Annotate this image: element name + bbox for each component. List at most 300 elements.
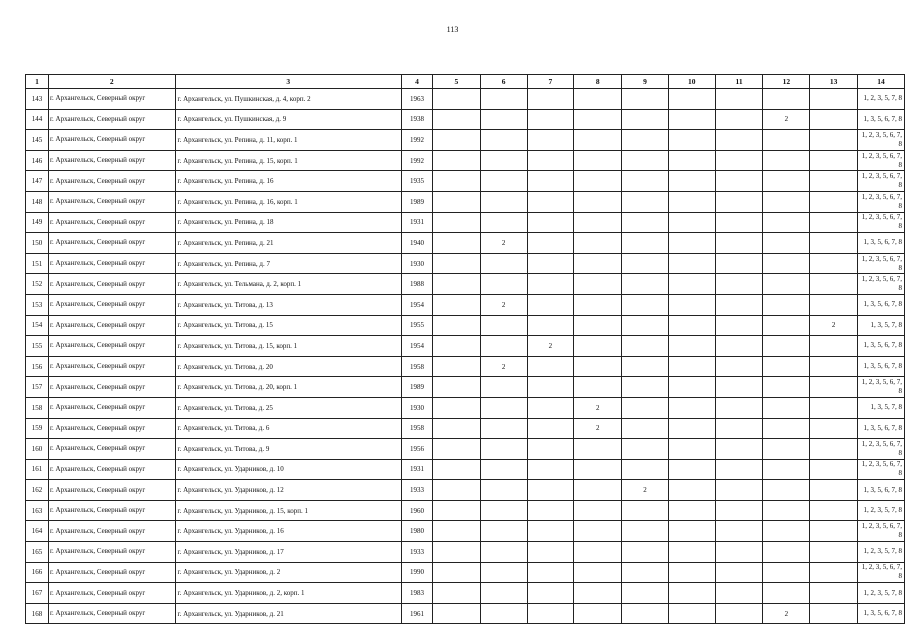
col-8-cell [574, 439, 622, 460]
col-12-cell [763, 150, 810, 171]
col-5-cell [432, 397, 480, 418]
col-7-cell [527, 89, 574, 110]
col-7-cell [527, 109, 574, 130]
col-7-cell [527, 562, 574, 583]
col-11-cell [715, 150, 763, 171]
col-6-cell [480, 459, 527, 480]
col-11-cell [715, 191, 763, 212]
row-number-cell: 151 [26, 253, 49, 274]
col-8-cell [574, 233, 622, 254]
col-5-cell [432, 480, 480, 501]
col-7-cell [527, 377, 574, 398]
col-8-cell [574, 562, 622, 583]
col-10-cell [668, 150, 715, 171]
col-13-cell [810, 562, 858, 583]
table-row [26, 397, 905, 418]
col-13-cell [810, 109, 858, 130]
conditions-cell: 1, 3, 5, 6, 7, 8 [858, 109, 905, 130]
conditions-cell: 1, 2, 3, 5, 6, 7, 8 [858, 521, 905, 542]
conditions-cell: 1, 3, 5, 7, 8 [858, 397, 905, 418]
col-13-cell [810, 397, 858, 418]
col-12-cell [763, 480, 810, 501]
col-7-cell [527, 212, 574, 233]
row-number-cell: 162 [26, 480, 49, 501]
col-12-cell [763, 500, 810, 521]
address-cell: г. Архангельск, ул. Тельмана, д. 2, корп. 1 [175, 274, 402, 295]
year-built-cell: 1992 [402, 150, 433, 171]
table-row [26, 542, 905, 563]
conditions-cell: 1, 3, 5, 6, 7, 8 [858, 356, 905, 377]
col-11-cell [715, 315, 763, 336]
col-12-cell [763, 583, 810, 604]
col-5-cell [432, 233, 480, 254]
col-8-cell [574, 150, 622, 171]
table-row [26, 356, 905, 377]
col-12-cell [763, 253, 810, 274]
col-7-cell [527, 294, 574, 315]
column-header: 9 [622, 75, 669, 89]
col-10-cell [668, 562, 715, 583]
col-5-cell [432, 150, 480, 171]
col-7-cell [527, 480, 574, 501]
col-9-cell [622, 562, 669, 583]
col-9-cell [622, 500, 669, 521]
row-number-cell: 164 [26, 521, 49, 542]
row-number-cell: 150 [26, 233, 49, 254]
col-5-cell [432, 315, 480, 336]
conditions-cell: 1, 2, 3, 5, 7, 8 [858, 89, 905, 110]
col-11-cell [715, 542, 763, 563]
col-13-cell [810, 521, 858, 542]
row-number-cell: 146 [26, 150, 49, 171]
col-8-cell [574, 253, 622, 274]
col-13-cell [810, 171, 858, 192]
year-built-cell: 1956 [402, 439, 433, 460]
col-7-cell [527, 583, 574, 604]
col-5-cell [432, 89, 480, 110]
col-6-cell [480, 377, 527, 398]
col-13-cell [810, 500, 858, 521]
address-cell: г. Архангельск, ул. Репина, д. 11, корп. 1 [175, 130, 402, 151]
district-cell: г. Архангельск, Северный округ [48, 397, 175, 418]
column-header: 4 [402, 75, 433, 89]
col-8-cell [574, 191, 622, 212]
column-header: 6 [480, 75, 527, 89]
col-6-cell: 2 [480, 356, 527, 377]
column-header: 8 [574, 75, 622, 89]
col-8-cell [574, 130, 622, 151]
col-5-cell [432, 500, 480, 521]
row-number-cell: 148 [26, 191, 49, 212]
district-cell: г. Архангельск, Северный округ [48, 150, 175, 171]
col-13-cell [810, 130, 858, 151]
col-5-cell [432, 294, 480, 315]
col-13-cell [810, 253, 858, 274]
column-header: 2 [48, 75, 175, 89]
address-cell: г. Архангельск, ул. Ударников, д. 17 [175, 542, 402, 563]
conditions-cell: 1, 2, 3, 5, 7, 8 [858, 583, 905, 604]
column-header: 10 [668, 75, 715, 89]
col-8-cell [574, 171, 622, 192]
col-13-cell [810, 439, 858, 460]
col-9-cell [622, 130, 669, 151]
col-13-cell [810, 418, 858, 439]
col-9-cell [622, 212, 669, 233]
table-row [26, 233, 905, 254]
year-built-cell: 1954 [402, 336, 433, 357]
page-number: 113 [446, 25, 459, 34]
col-8-cell [574, 542, 622, 563]
table-row [26, 603, 905, 624]
col-12-cell [763, 439, 810, 460]
housing-table [25, 74, 905, 624]
address-cell: г. Архангельск, ул. Репина, д. 16, корп. 1 [175, 191, 402, 212]
conditions-cell: 1, 2, 3, 5, 6, 7, 8 [858, 171, 905, 192]
year-built-cell: 1930 [402, 253, 433, 274]
year-built-cell: 1931 [402, 459, 433, 480]
address-cell: г. Архангельск, ул. Титова, д. 20 [175, 356, 402, 377]
col-9-cell [622, 377, 669, 398]
row-number-cell: 156 [26, 356, 49, 377]
district-cell: г. Архангельск, Северный округ [48, 233, 175, 254]
address-cell: г. Архангельск, ул. Репина, д. 7 [175, 253, 402, 274]
table-row [26, 500, 905, 521]
address-cell: г. Архангельск, ул. Репина, д. 18 [175, 212, 402, 233]
col-13-cell [810, 459, 858, 480]
col-10-cell [668, 109, 715, 130]
year-built-cell: 1935 [402, 171, 433, 192]
col-7-cell: 2 [527, 336, 574, 357]
year-built-cell: 1954 [402, 294, 433, 315]
district-cell: г. Архангельск, Северный округ [48, 253, 175, 274]
table-row [26, 315, 905, 336]
col-10-cell [668, 212, 715, 233]
col-9-cell [622, 459, 669, 480]
col-6-cell [480, 171, 527, 192]
address-cell: г. Архангельск, ул. Ударников, д. 10 [175, 459, 402, 480]
col-13-cell [810, 89, 858, 110]
col-7-cell [527, 274, 574, 295]
year-built-cell: 1963 [402, 89, 433, 110]
district-cell: г. Архангельск, Северный округ [48, 294, 175, 315]
conditions-cell: 1, 3, 5, 6, 7, 8 [858, 294, 905, 315]
col-9-cell [622, 583, 669, 604]
column-header: 1 [26, 75, 49, 89]
conditions-cell: 1, 2, 3, 5, 6, 7, 8 [858, 377, 905, 398]
conditions-cell: 1, 3, 5, 6, 7, 8 [858, 336, 905, 357]
col-6-cell [480, 109, 527, 130]
col-10-cell [668, 315, 715, 336]
col-5-cell [432, 130, 480, 151]
table-row [26, 562, 905, 583]
col-10-cell [668, 521, 715, 542]
year-built-cell: 1958 [402, 418, 433, 439]
district-cell: г. Архангельск, Северный округ [48, 89, 175, 110]
col-9-cell [622, 89, 669, 110]
col-8-cell [574, 274, 622, 295]
row-number-cell: 161 [26, 459, 49, 480]
district-cell: г. Архангельск, Северный округ [48, 521, 175, 542]
col-6-cell: 2 [480, 233, 527, 254]
column-header: 7 [527, 75, 574, 89]
col-12-cell [763, 233, 810, 254]
district-cell: г. Архангельск, Северный округ [48, 315, 175, 336]
col-9-cell [622, 191, 669, 212]
col-5-cell [432, 212, 480, 233]
col-6-cell [480, 500, 527, 521]
col-10-cell [668, 233, 715, 254]
col-10-cell [668, 274, 715, 295]
col-6-cell [480, 89, 527, 110]
address-cell: г. Архангельск, ул. Ударников, д. 2, корп. 1 [175, 583, 402, 604]
col-13-cell: 2 [810, 315, 858, 336]
col-6-cell [480, 521, 527, 542]
col-10-cell [668, 418, 715, 439]
year-built-cell: 1933 [402, 480, 433, 501]
col-11-cell [715, 233, 763, 254]
col-12-cell [763, 274, 810, 295]
col-9-cell [622, 315, 669, 336]
col-9-cell [622, 109, 669, 130]
table-row [26, 521, 905, 542]
col-8-cell [574, 294, 622, 315]
col-9-cell [622, 336, 669, 357]
col-6-cell [480, 439, 527, 460]
column-header: 13 [810, 75, 858, 89]
row-number-cell: 163 [26, 500, 49, 521]
address-cell: г. Архангельск, ул. Титова, д. 6 [175, 418, 402, 439]
col-10-cell [668, 356, 715, 377]
col-5-cell [432, 521, 480, 542]
col-9-cell [622, 439, 669, 460]
col-10-cell [668, 130, 715, 151]
col-7-cell [527, 500, 574, 521]
col-6-cell [480, 397, 527, 418]
col-7-cell [527, 521, 574, 542]
col-8-cell [574, 89, 622, 110]
address-cell: г. Архангельск, ул. Титова, д. 15, корп. 1 [175, 336, 402, 357]
conditions-cell: 1, 2, 3, 5, 6, 7, 8 [858, 274, 905, 295]
conditions-cell: 1, 3, 5, 6, 7, 8 [858, 480, 905, 501]
district-cell: г. Архангельск, Северный округ [48, 418, 175, 439]
col-11-cell [715, 459, 763, 480]
address-cell: г. Архангельск, ул. Титова, д. 25 [175, 397, 402, 418]
year-built-cell: 1989 [402, 191, 433, 212]
col-13-cell [810, 274, 858, 295]
col-11-cell [715, 294, 763, 315]
district-cell: г. Архангельск, Северный округ [48, 439, 175, 460]
col-13-cell [810, 603, 858, 624]
col-5-cell [432, 603, 480, 624]
col-9-cell [622, 603, 669, 624]
row-number-cell: 149 [26, 212, 49, 233]
conditions-cell: 1, 2, 3, 5, 6, 7, 8 [858, 459, 905, 480]
col-10-cell [668, 459, 715, 480]
col-9-cell [622, 356, 669, 377]
col-5-cell [432, 459, 480, 480]
col-8-cell [574, 521, 622, 542]
column-header: 5 [432, 75, 480, 89]
col-6-cell: 2 [480, 294, 527, 315]
address-cell: г. Архангельск, ул. Пушкинская, д. 9 [175, 109, 402, 130]
col-12-cell [763, 130, 810, 151]
col-6-cell [480, 253, 527, 274]
col-6-cell [480, 583, 527, 604]
col-12-cell: 2 [763, 603, 810, 624]
col-5-cell [432, 377, 480, 398]
col-6-cell [480, 150, 527, 171]
year-built-cell: 1931 [402, 212, 433, 233]
conditions-cell: 1, 2, 3, 5, 6, 7, 8 [858, 212, 905, 233]
col-12-cell [763, 377, 810, 398]
col-8-cell [574, 336, 622, 357]
column-header: 14 [858, 75, 905, 89]
row-number-cell: 166 [26, 562, 49, 583]
table-row [26, 583, 905, 604]
address-cell: г. Архангельск, ул. Репина, д. 15, корп. 1 [175, 150, 402, 171]
col-8-cell [574, 377, 622, 398]
col-12-cell [763, 191, 810, 212]
year-built-cell: 1960 [402, 500, 433, 521]
col-5-cell [432, 253, 480, 274]
conditions-cell: 1, 2, 3, 5, 6, 7, 8 [858, 191, 905, 212]
col-6-cell [480, 562, 527, 583]
col-12-cell [763, 171, 810, 192]
col-11-cell [715, 356, 763, 377]
address-cell: г. Архангельск, ул. Титова, д. 15 [175, 315, 402, 336]
col-10-cell [668, 294, 715, 315]
col-6-cell [480, 212, 527, 233]
address-cell: г. Архангельск, ул. Ударников, д. 12 [175, 480, 402, 501]
col-10-cell [668, 397, 715, 418]
col-9-cell [622, 294, 669, 315]
col-12-cell [763, 418, 810, 439]
col-9-cell [622, 150, 669, 171]
district-cell: г. Архангельск, Северный округ [48, 191, 175, 212]
district-cell: г. Архангельск, Северный округ [48, 212, 175, 233]
row-number-cell: 158 [26, 397, 49, 418]
table-row [26, 212, 905, 233]
address-cell: г. Архангельск, ул. Пушкинская, д. 4, корп. 2 [175, 89, 402, 110]
col-5-cell [432, 583, 480, 604]
row-number-cell: 145 [26, 130, 49, 151]
table-row [26, 418, 905, 439]
col-13-cell [810, 191, 858, 212]
table-row [26, 171, 905, 192]
col-12-cell [763, 336, 810, 357]
col-5-cell [432, 274, 480, 295]
row-number-cell: 143 [26, 89, 49, 110]
row-number-cell: 159 [26, 418, 49, 439]
district-cell: г. Архангельск, Северный округ [48, 583, 175, 604]
col-6-cell [480, 480, 527, 501]
col-6-cell [480, 274, 527, 295]
col-11-cell [715, 500, 763, 521]
col-7-cell [527, 253, 574, 274]
col-10-cell [668, 439, 715, 460]
address-cell: г. Архангельск, ул. Ударников, д. 16 [175, 521, 402, 542]
row-number-cell: 160 [26, 439, 49, 460]
col-8-cell [574, 459, 622, 480]
col-7-cell [527, 171, 574, 192]
district-cell: г. Архангельск, Северный округ [48, 130, 175, 151]
col-11-cell [715, 480, 763, 501]
col-10-cell [668, 542, 715, 563]
row-number-cell: 147 [26, 171, 49, 192]
col-13-cell [810, 480, 858, 501]
address-cell: г. Архангельск, ул. Титова, д. 20, корп. 1 [175, 377, 402, 398]
conditions-cell: 1, 2, 3, 5, 7, 8 [858, 542, 905, 563]
col-5-cell [432, 356, 480, 377]
col-11-cell [715, 109, 763, 130]
col-7-cell [527, 315, 574, 336]
col-13-cell [810, 212, 858, 233]
table-body [26, 89, 905, 624]
col-5-cell [432, 171, 480, 192]
address-cell: г. Архангельск, ул. Ударников, д. 21 [175, 603, 402, 624]
district-cell: г. Архангельск, Северный округ [48, 171, 175, 192]
row-number-cell: 167 [26, 583, 49, 604]
col-11-cell [715, 418, 763, 439]
col-12-cell [763, 562, 810, 583]
address-cell: г. Архангельск, ул. Титова, д. 9 [175, 439, 402, 460]
col-13-cell [810, 233, 858, 254]
table-row [26, 459, 905, 480]
col-10-cell [668, 253, 715, 274]
district-cell: г. Архангельск, Северный округ [48, 459, 175, 480]
address-cell: г. Архангельск, ул. Репина, д. 21 [175, 233, 402, 254]
row-number-cell: 155 [26, 336, 49, 357]
district-cell: г. Архангельск, Северный округ [48, 356, 175, 377]
col-7-cell [527, 418, 574, 439]
col-7-cell [527, 356, 574, 377]
conditions-cell: 1, 3, 5, 6, 7, 8 [858, 233, 905, 254]
year-built-cell: 1961 [402, 603, 433, 624]
col-8-cell [574, 356, 622, 377]
col-5-cell [432, 439, 480, 460]
year-built-cell: 1955 [402, 315, 433, 336]
col-5-cell [432, 109, 480, 130]
year-built-cell: 1933 [402, 542, 433, 563]
col-9-cell [622, 542, 669, 563]
table-row [26, 130, 905, 151]
year-built-cell: 1980 [402, 521, 433, 542]
year-built-cell: 1988 [402, 274, 433, 295]
col-11-cell [715, 562, 763, 583]
col-6-cell [480, 315, 527, 336]
col-12-cell [763, 397, 810, 418]
district-cell: г. Архангельск, Северный округ [48, 377, 175, 398]
col-7-cell [527, 150, 574, 171]
row-number-cell: 168 [26, 603, 49, 624]
year-built-cell: 1990 [402, 562, 433, 583]
col-10-cell [668, 583, 715, 604]
col-7-cell [527, 233, 574, 254]
district-cell: г. Архангельск, Северный округ [48, 274, 175, 295]
col-9-cell [622, 274, 669, 295]
col-9-cell [622, 418, 669, 439]
conditions-cell: 1, 2, 3, 5, 6, 7, 8 [858, 150, 905, 171]
year-built-cell: 1989 [402, 377, 433, 398]
column-header: 12 [763, 75, 810, 89]
table-row [26, 253, 905, 274]
conditions-cell: 1, 2, 3, 5, 6, 7, 8 [858, 562, 905, 583]
table-header-row [26, 75, 905, 89]
table-row [26, 150, 905, 171]
col-5-cell [432, 336, 480, 357]
address-cell: г. Архангельск, ул. Ударников, д. 2 [175, 562, 402, 583]
col-11-cell [715, 521, 763, 542]
